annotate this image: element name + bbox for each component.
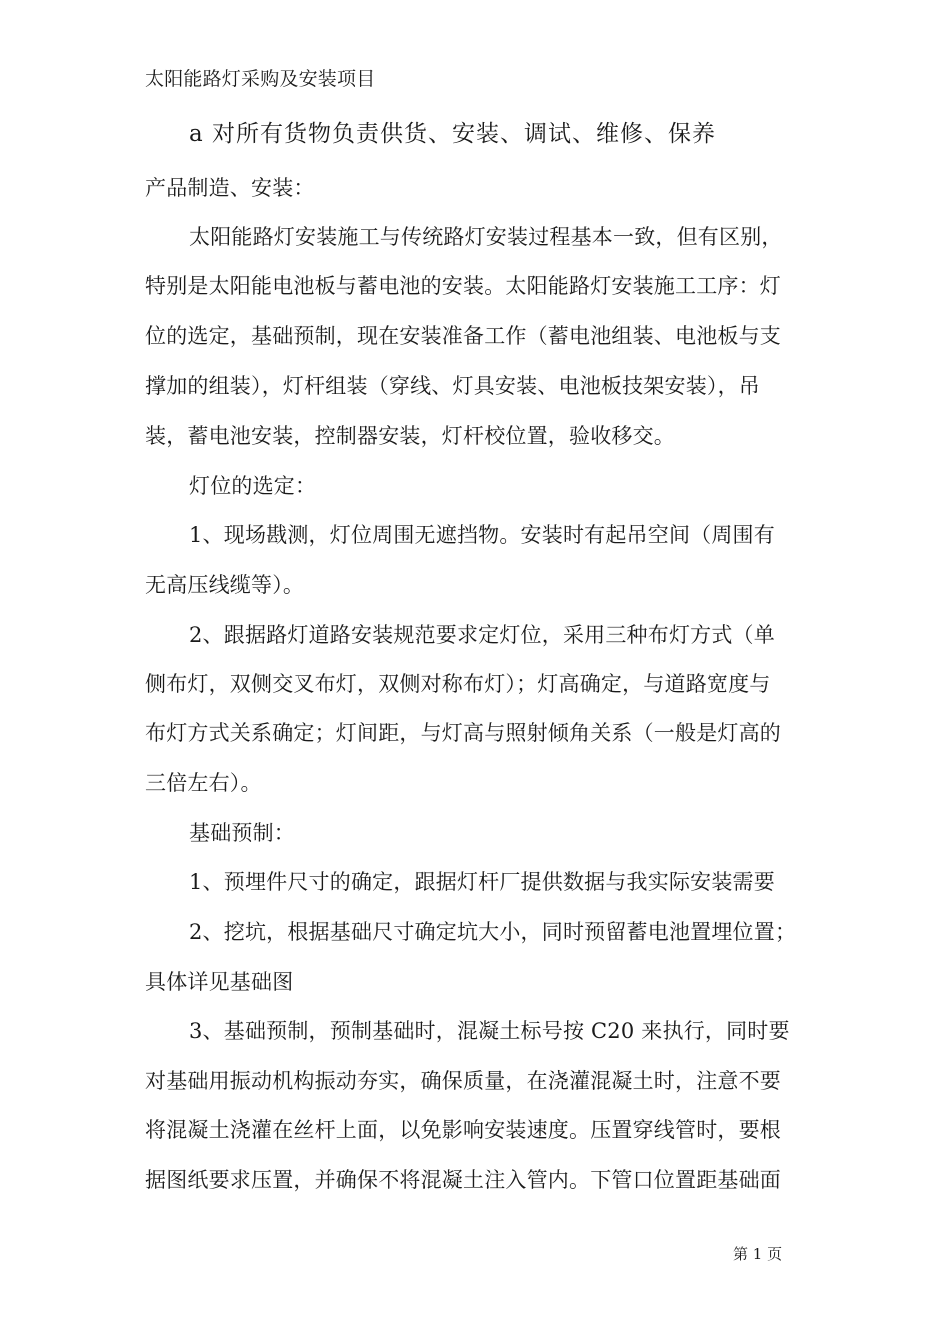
text-line: 布灯方式关系确定；灯间距，与灯高与照射倾角关系（一般是灯高的	[145, 721, 781, 745]
text-line: 装，蓄电池安装，控制器安装，灯杆校位置，验收移交。	[145, 424, 675, 448]
text-line: 撑加的组装），灯杆组装（穿线、灯具安装、电池板技架安装），吊	[145, 374, 760, 398]
text-line: 具体详见基础图	[145, 970, 294, 994]
document-header-title: 太阳能路灯采购及安装项目	[145, 68, 376, 90]
text-line: 特别是太阳能电池板与蓄电池的安装。太阳能路灯安装施工工序：灯	[145, 274, 781, 298]
text-line: 将混凝土浇灌在丝杆上面，以免影响安装速度。压置穿线管时，要根	[145, 1118, 781, 1142]
document-subtitle: a 对所有货物负责供货、安装、调试、维修、保养	[189, 121, 717, 147]
text-line: 产品制造、安装：	[145, 176, 315, 200]
text-line: 侧布灯，双侧交叉布灯，双侧对称布灯）；灯高确定，与道路宽度与	[145, 672, 771, 696]
section-heading: 基础预制：	[189, 821, 295, 845]
text-line: 据图纸要求压置，并确保不将混凝土注入管内。下管口位置距基础面	[145, 1168, 781, 1192]
text-line: 1、现场戡测，灯位周围无遮挡物。安装时有起吊空间（周围有	[189, 523, 775, 547]
text-line: 2、挖坑，根据基础尺寸确定坑大小，同时预留蓄电池置埋位置；	[189, 920, 797, 944]
text-line: 1、预埋件尺寸的确定，跟据灯杆厂提供数据与我实际安装需要	[189, 870, 775, 894]
text-line: 无高压线缆等）。	[145, 573, 305, 597]
text-line: 2、跟据路灯道路安装规范要求定灯位，采用三种布灯方式（单	[189, 623, 775, 647]
text-line: 位的选定，基础预制，现在安装准备工作（蓄电池组装、电池板与支	[145, 324, 781, 348]
text-line: 三倍左右）。	[145, 771, 262, 795]
section-heading: 灯位的选定：	[189, 474, 317, 498]
text-line: 太阳能路灯安装施工与传统路灯安装过程基本一致，但有区别，	[189, 225, 783, 249]
page-number-footer: 第 1 页	[733, 1245, 783, 1263]
text-line: 3、基础预制，预制基础时，混凝土标号按 C20 来执行，同时要	[189, 1019, 790, 1043]
text-line: 对基础用振动机构振动夯实，确保质量，在浇灌混凝土时，注意不要	[145, 1069, 781, 1093]
